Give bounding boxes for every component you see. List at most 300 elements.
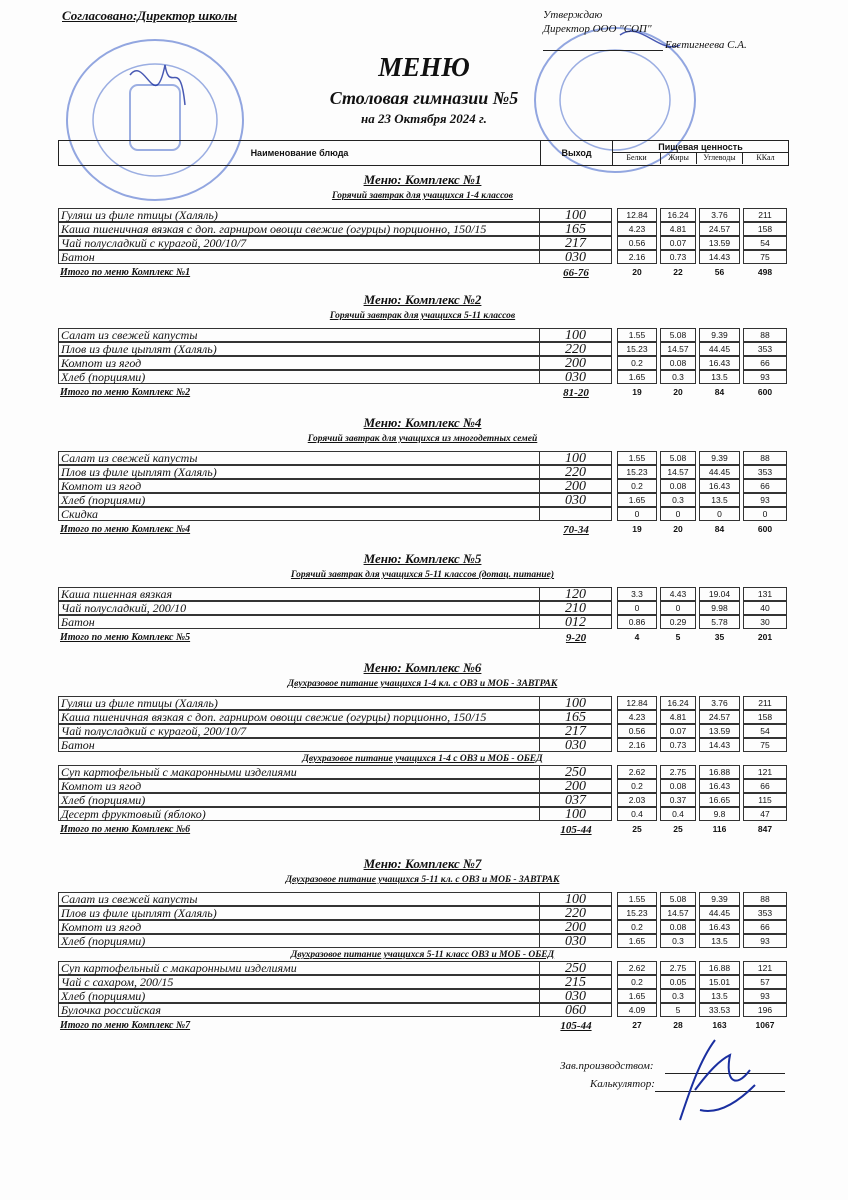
dish-output: 215 <box>540 975 612 989</box>
kcal-value: 121 <box>743 961 787 975</box>
table-row <box>58 587 787 601</box>
menu-section <box>58 170 787 281</box>
fats-value: 0.3 <box>660 934 696 948</box>
header-output: Выход <box>541 141 613 165</box>
group-subtitle: Горячий завтрак для учащихся из многодетных семей <box>307 434 538 444</box>
proteins-value: 1.65 <box>617 989 657 1003</box>
carbs-value: 16.43 <box>699 779 740 793</box>
kcal-value: 40 <box>743 601 787 615</box>
kcal-value: 93 <box>743 493 787 507</box>
total-fats: 20 <box>673 387 683 397</box>
dish-name: Компот из ягод <box>58 920 540 934</box>
dish-output: 200 <box>540 779 612 793</box>
carbs-value: 9.39 <box>699 328 740 342</box>
signature-icon <box>640 1030 770 1130</box>
kcal-value: 93 <box>743 934 787 948</box>
total-kcal: 1067 <box>755 1020 775 1030</box>
section-title: Меню: Комплекс №2 <box>363 292 482 307</box>
dish-output: 100 <box>540 451 612 465</box>
kcal-value: 75 <box>743 738 787 752</box>
fats-value: 0 <box>660 507 696 521</box>
total-label: Итого по меню Комплекс №7 <box>60 1020 191 1031</box>
proteins-value: 0 <box>617 601 657 615</box>
kcal-value: 93 <box>743 370 787 384</box>
signature-line <box>543 50 663 51</box>
total-row <box>58 267 787 281</box>
menu-section <box>58 413 787 538</box>
dish-output: 037 <box>540 793 612 807</box>
dish-name: Булочка российская <box>58 1003 540 1017</box>
carbs-value: 24.57 <box>699 710 740 724</box>
table-row <box>58 1003 787 1017</box>
dish-output: 165 <box>540 710 612 724</box>
proteins-value: 4.23 <box>617 222 657 236</box>
total-label: Итого по меню Комплекс №6 <box>60 824 191 835</box>
fats-value: 5.08 <box>660 451 696 465</box>
dish-name: Хлеб (порциями) <box>58 370 540 384</box>
proteins-value: 4.09 <box>617 1003 657 1017</box>
header-nutrition: Пищевая ценность <box>613 141 788 153</box>
page-title: МЕНЮ <box>378 52 470 82</box>
calculator-label: Калькулятор: <box>590 1078 655 1090</box>
dish-name: Батон <box>58 615 540 629</box>
dish-output: 217 <box>540 724 612 738</box>
kcal-value: 0 <box>743 507 787 521</box>
carbs-value: 16.43 <box>699 920 740 934</box>
total-label: Итого по меню Комплекс №4 <box>60 524 191 535</box>
kcal-value: 88 <box>743 328 787 342</box>
fats-value: 0.05 <box>660 975 696 989</box>
fats-value: 16.24 <box>660 696 696 710</box>
dish-output: 200 <box>540 356 612 370</box>
total-kcal: 201 <box>757 632 773 642</box>
header-fats: Жиры <box>661 153 697 164</box>
kcal-value: 196 <box>743 1003 787 1017</box>
carbs-value: 16.43 <box>699 479 740 493</box>
table-row <box>58 696 787 710</box>
dish-output: 030 <box>540 493 612 507</box>
kcal-value: 353 <box>743 465 787 479</box>
total-price: 81-20 <box>563 387 589 399</box>
fats-value: 5.08 <box>660 328 696 342</box>
proteins-value: 12.84 <box>617 696 657 710</box>
total-label: Итого по меню Комплекс №1 <box>60 267 191 278</box>
section-title: Меню: Комплекс №4 <box>363 415 482 430</box>
proteins-value: 0.86 <box>617 615 657 629</box>
kcal-value: 66 <box>743 779 787 793</box>
carbs-value: 13.5 <box>699 370 740 384</box>
fats-value: 2.75 <box>660 961 696 975</box>
table-row <box>58 615 787 629</box>
dish-output: 060 <box>540 1003 612 1017</box>
total-carbs: 163 <box>712 1020 727 1030</box>
table-row <box>58 892 787 906</box>
dish-name: Хлеб (порциями) <box>58 934 540 948</box>
kcal-value: 54 <box>743 724 787 738</box>
total-carbs: 84 <box>714 387 725 397</box>
section-title: Меню: Комплекс №5 <box>363 551 482 566</box>
total-price: 66-76 <box>563 267 589 279</box>
dish-name: Каша пшеничная вязкая с доп. гарниром овощи свежие (огурцы) порционно, 150/15 <box>58 222 540 236</box>
kcal-value: 57 <box>743 975 787 989</box>
total-price: 105-44 <box>560 824 592 836</box>
kcal-value: 353 <box>743 906 787 920</box>
section-title: Меню: Комплекс №7 <box>363 856 482 871</box>
carbs-value: 13.59 <box>699 236 740 250</box>
kcal-value: 88 <box>743 451 787 465</box>
dish-name: Скидка <box>58 507 540 521</box>
kcal-value: 30 <box>743 615 787 629</box>
fats-value: 4.81 <box>660 710 696 724</box>
dish-name: Салат из свежей капусты <box>58 892 540 906</box>
fats-value: 5 <box>660 1003 696 1017</box>
proteins-value: 2.62 <box>617 765 657 779</box>
table-row <box>58 961 787 975</box>
dish-output: 210 <box>540 601 612 615</box>
dish-name: Хлеб (порциями) <box>58 989 540 1003</box>
dish-name: Компот из ягод <box>58 356 540 370</box>
table-row <box>58 975 787 989</box>
carbs-value: 5.78 <box>699 615 740 629</box>
dish-output: 100 <box>540 208 612 222</box>
table-header <box>58 140 789 166</box>
menu-section <box>58 549 787 646</box>
total-fats: 22 <box>673 267 683 277</box>
carbs-value: 14.43 <box>699 250 740 264</box>
dish-name: Компот из ягод <box>58 479 540 493</box>
dish-output: 012 <box>540 615 612 629</box>
kcal-value: 158 <box>743 222 787 236</box>
kcal-value: 211 <box>743 208 787 222</box>
kcal-value: 121 <box>743 765 787 779</box>
table-row <box>58 793 787 807</box>
kcal-value: 115 <box>743 793 787 807</box>
proteins-value: 0.56 <box>617 724 657 738</box>
proteins-value: 0.4 <box>617 807 657 821</box>
table-row <box>58 465 787 479</box>
total-row <box>58 387 787 401</box>
dish-output <box>540 507 612 521</box>
total-row <box>58 824 787 838</box>
dish-output: 100 <box>540 328 612 342</box>
dish-output: 120 <box>540 587 612 601</box>
dish-name: Хлеб (порциями) <box>58 493 540 507</box>
total-fats: 5 <box>675 632 681 642</box>
table-row <box>58 920 787 934</box>
dish-output: 200 <box>540 920 612 934</box>
fats-value: 14.57 <box>660 342 696 356</box>
carbs-value: 16.88 <box>699 961 740 975</box>
kcal-value: 54 <box>743 236 787 250</box>
proteins-value: 2.16 <box>617 250 657 264</box>
proteins-value: 1.55 <box>617 328 657 342</box>
proteins-value: 0 <box>617 507 657 521</box>
fats-value: 16.24 <box>660 208 696 222</box>
group-subtitle: Двухразовое питание учащихся 5-11 класс ОВЗ и МОБ - ОБЕД <box>290 950 555 960</box>
carbs-value: 13.5 <box>699 493 740 507</box>
kcal-value: 93 <box>743 989 787 1003</box>
fats-value: 0.29 <box>660 615 696 629</box>
fats-value: 0.4 <box>660 807 696 821</box>
table-row <box>58 765 787 779</box>
table-row <box>58 724 787 738</box>
dish-name: Чай полусладкий с курагой, 200/10/7 <box>58 236 540 250</box>
kcal-value: 131 <box>743 587 787 601</box>
dish-name: Салат из свежей капусты <box>58 328 540 342</box>
proteins-value: 2.62 <box>617 961 657 975</box>
header-carbs: Углеводы <box>697 153 743 164</box>
table-row <box>58 208 787 222</box>
fats-value: 4.81 <box>660 222 696 236</box>
fats-value: 0.08 <box>660 920 696 934</box>
dish-name: Плов из филе цыплят (Халяль) <box>58 906 540 920</box>
kcal-value: 66 <box>743 479 787 493</box>
approved-label: Согласовано:Директор школы <box>62 8 238 23</box>
total-fats: 25 <box>673 824 683 834</box>
table-row <box>58 356 787 370</box>
menu-section <box>58 658 787 838</box>
proteins-value: 0.2 <box>617 920 657 934</box>
total-price: 9-20 <box>565 632 587 644</box>
fats-value: 0.73 <box>660 738 696 752</box>
carbs-value: 44.45 <box>699 465 740 479</box>
fats-value: 2.75 <box>660 765 696 779</box>
total-kcal: 847 <box>757 824 773 834</box>
carbs-value: 3.76 <box>699 696 740 710</box>
table-row <box>58 779 787 793</box>
total-proteins: 19 <box>632 387 642 397</box>
header-name: Наименование блюда <box>59 141 541 165</box>
total-label: Итого по меню Комплекс №5 <box>60 632 191 643</box>
fats-value: 0.3 <box>660 493 696 507</box>
total-carbs: 35 <box>714 632 725 642</box>
carbs-value: 13.5 <box>699 934 740 948</box>
table-row <box>58 370 787 384</box>
total-row <box>58 524 787 538</box>
fats-value: 0.07 <box>660 236 696 250</box>
group-subtitle: Горячий завтрак для учащихся 5-11 классов <box>329 311 516 321</box>
total-label: Итого по меню Комплекс №2 <box>60 387 191 398</box>
section-title: Меню: Комплекс №1 <box>363 172 482 187</box>
carbs-value: 44.45 <box>699 906 740 920</box>
table-row <box>58 493 787 507</box>
dish-name: Суп картофельный с макаронными изделиями <box>58 765 540 779</box>
dish-name: Гуляш из филе птицы (Халяль) <box>58 208 540 222</box>
dish-name: Салат из свежей капусты <box>58 451 540 465</box>
fats-value: 0.08 <box>660 356 696 370</box>
fats-value: 14.57 <box>660 465 696 479</box>
proteins-value: 0.2 <box>617 356 657 370</box>
table-row <box>58 236 787 250</box>
dish-name: Плов из филе цыплят (Халяль) <box>58 465 540 479</box>
proteins-value: 0.56 <box>617 236 657 250</box>
dish-output: 220 <box>540 465 612 479</box>
table-row <box>58 807 787 821</box>
total-proteins: 25 <box>632 824 642 834</box>
table-row <box>58 738 787 752</box>
dish-output: 100 <box>540 696 612 710</box>
total-proteins: 4 <box>634 632 640 642</box>
fats-value: 4.43 <box>660 587 696 601</box>
carbs-value: 9.39 <box>699 892 740 906</box>
table-row <box>58 989 787 1003</box>
table-row <box>58 906 787 920</box>
proteins-value: 1.55 <box>617 892 657 906</box>
total-kcal: 600 <box>757 524 773 534</box>
dish-output: 220 <box>540 906 612 920</box>
carbs-value: 3.76 <box>699 208 740 222</box>
proteins-value: 2.03 <box>617 793 657 807</box>
total-carbs: 84 <box>714 524 725 534</box>
proteins-value: 1.65 <box>617 934 657 948</box>
carbs-value: 14.43 <box>699 738 740 752</box>
carbs-value: 16.43 <box>699 356 740 370</box>
fats-value: 0.08 <box>660 479 696 493</box>
dish-output: 200 <box>540 479 612 493</box>
dish-name: Чай полусладкий с курагой, 200/10/7 <box>58 724 540 738</box>
dish-output: 217 <box>540 236 612 250</box>
dish-name: Батон <box>58 250 540 264</box>
carbs-value: 16.65 <box>699 793 740 807</box>
kcal-value: 75 <box>743 250 787 264</box>
proteins-value: 0.2 <box>617 479 657 493</box>
fats-value: 0.3 <box>660 370 696 384</box>
group-subtitle: Двухразовое питание учащихся 5-11 кл. с ОВЗ и МОБ - ЗАВТРАК <box>285 875 560 885</box>
dish-name: Плов из филе цыплят (Халяль) <box>58 342 540 356</box>
carbs-value: 24.57 <box>699 222 740 236</box>
canteen-name: Столовая гимназии №5 <box>329 88 519 108</box>
table-row <box>58 479 787 493</box>
group-subtitle: Двухразовое питание учащихся 1-4 с ОВЗ и МОБ - ОБЕД <box>302 754 543 764</box>
carbs-value: 19.04 <box>699 587 740 601</box>
proteins-value: 15.23 <box>617 342 657 356</box>
dish-name: Каша пшеничная вязкая с доп. гарниром овощи свежие (огурцы) порционно, 150/15 <box>58 710 540 724</box>
dish-output: 165 <box>540 222 612 236</box>
header-kcal: ККал <box>756 153 775 162</box>
dish-name: Хлеб (порциями) <box>58 793 540 807</box>
carbs-value: 15.01 <box>699 975 740 989</box>
proteins-value: 1.55 <box>617 451 657 465</box>
fats-value: 0 <box>660 601 696 615</box>
section-title: Меню: Комплекс №6 <box>363 660 482 675</box>
table-row <box>58 507 787 521</box>
table-row <box>58 710 787 724</box>
dish-name: Суп картофельный с макаронными изделиями <box>58 961 540 975</box>
dish-output: 030 <box>540 250 612 264</box>
dish-name: Батон <box>58 738 540 752</box>
total-proteins: 27 <box>632 1020 642 1030</box>
menu-date: на 23 Октября 2024 г. <box>361 111 487 126</box>
dish-output: 030 <box>540 738 612 752</box>
carbs-value: 9.98 <box>699 601 740 615</box>
dish-output: 250 <box>540 765 612 779</box>
total-carbs: 116 <box>712 824 727 834</box>
fats-value: 0.37 <box>660 793 696 807</box>
carbs-value: 16.88 <box>699 765 740 779</box>
menu-section <box>58 854 787 1034</box>
dish-output: 030 <box>540 370 612 384</box>
fats-value: 0.07 <box>660 724 696 738</box>
proteins-value: 1.65 <box>617 493 657 507</box>
fats-value: 0.08 <box>660 779 696 793</box>
table-row <box>58 342 787 356</box>
group-subtitle: Горячий завтрак для учащихся 1-4 классов <box>331 191 514 201</box>
total-carbs: 56 <box>714 267 725 277</box>
dish-name: Чай полусладкий, 200/10 <box>58 601 540 615</box>
dish-name: Десерт фруктовый (яблоко) <box>58 807 540 821</box>
total-kcal: 498 <box>757 267 773 277</box>
confirm-block <box>543 8 747 52</box>
dish-output: 100 <box>540 807 612 821</box>
total-price: 105-44 <box>560 1020 592 1032</box>
total-proteins: 19 <box>632 524 642 534</box>
dish-output: 030 <box>540 989 612 1003</box>
proteins-value: 15.23 <box>617 465 657 479</box>
proteins-value: 3.3 <box>617 587 657 601</box>
dish-output: 030 <box>540 934 612 948</box>
table-row <box>58 250 787 264</box>
menu-section <box>58 290 787 401</box>
proteins-value: 4.23 <box>617 710 657 724</box>
carbs-value: 44.45 <box>699 342 740 356</box>
confirm-label: Утверждаю <box>543 9 603 21</box>
table-row <box>58 328 787 342</box>
proteins-value: 2.16 <box>617 738 657 752</box>
kcal-value: 66 <box>743 920 787 934</box>
group-subtitle: Двухразовое питание учащихся 1-4 кл. с ОВЗ и МОБ - ЗАВТРАК <box>287 679 558 689</box>
dish-name: Компот из ягод <box>58 779 540 793</box>
group-subtitle: Горячий завтрак для учащихся 5-11 классов (дотац. питание) <box>290 570 555 580</box>
kcal-value: 158 <box>743 710 787 724</box>
proteins-value: 0.2 <box>617 975 657 989</box>
fats-value: 0.3 <box>660 989 696 1003</box>
carbs-value: 9.8 <box>699 807 740 821</box>
proteins-value: 12.84 <box>617 208 657 222</box>
dish-name: Гуляш из филе птицы (Халяль) <box>58 696 540 710</box>
director-label: Директор ООО "СОП" <box>543 23 652 35</box>
total-proteins: 20 <box>632 267 642 277</box>
table-row <box>58 934 787 948</box>
carbs-value: 0 <box>699 507 740 521</box>
carbs-value: 13.5 <box>699 989 740 1003</box>
proteins-value: 15.23 <box>617 906 657 920</box>
director-name: Евстигнеева С.А. <box>665 39 747 51</box>
table-row <box>58 222 787 236</box>
dish-output: 220 <box>540 342 612 356</box>
fats-value: 0.73 <box>660 250 696 264</box>
dish-name: Каша пшенная вязкая <box>58 587 540 601</box>
kcal-value: 88 <box>743 892 787 906</box>
dish-output: 250 <box>540 961 612 975</box>
proteins-value: 1.65 <box>617 370 657 384</box>
carbs-value: 13.59 <box>699 724 740 738</box>
kcal-value: 211 <box>743 696 787 710</box>
total-row <box>58 632 787 646</box>
carbs-value: 9.39 <box>699 451 740 465</box>
dish-name: Чай с сахаром, 200/15 <box>58 975 540 989</box>
total-kcal: 600 <box>757 387 773 397</box>
table-row <box>58 451 787 465</box>
total-price: 70-34 <box>563 524 589 536</box>
proteins-value: 0.2 <box>617 779 657 793</box>
fats-value: 5.08 <box>660 892 696 906</box>
total-fats: 28 <box>673 1020 683 1030</box>
header-proteins: Белки <box>613 153 661 164</box>
kcal-value: 353 <box>743 342 787 356</box>
total-fats: 20 <box>673 524 683 534</box>
fats-value: 14.57 <box>660 906 696 920</box>
kcal-value: 66 <box>743 356 787 370</box>
